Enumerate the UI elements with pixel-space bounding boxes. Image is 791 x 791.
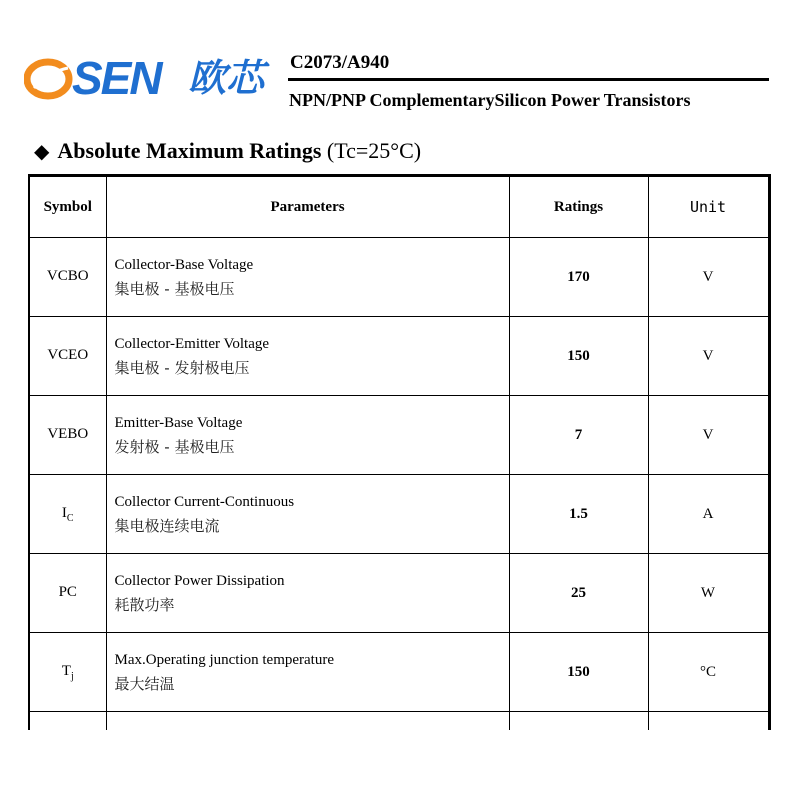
rating-cell: 150 <box>509 633 648 712</box>
logo-text-en: SEN <box>72 52 161 104</box>
unit-cell: °C <box>648 633 769 712</box>
symbol-cell: VCBO <box>29 238 106 317</box>
section-heading <box>34 136 421 167</box>
document-subtitle: NPN/PNP ComplementarySilicon Power Transistors <box>289 90 691 110</box>
header-symbol: Symbol <box>29 176 106 238</box>
header-unit: Unit <box>648 176 769 238</box>
unit-cell: W <box>648 554 769 633</box>
rating-cell: 150 <box>509 317 648 396</box>
logo-ring-icon <box>24 58 74 100</box>
parameter-cell <box>106 317 509 396</box>
parameter-cell <box>106 475 509 554</box>
parameter-cell <box>106 554 509 633</box>
diamond-bullet-icon: ◆ <box>34 141 50 163</box>
parameter-zh: 最大结温 <box>114 675 175 693</box>
unit-cell: V <box>648 396 769 475</box>
osen-logo <box>24 52 274 104</box>
parameter-en: Collector Current-Continuous <box>114 494 295 510</box>
unit-cell: V <box>648 238 769 317</box>
table-row-partial <box>29 712 769 731</box>
parameter-cell <box>106 633 509 712</box>
parameter-en: Max.Operating junction temperature <box>114 652 335 668</box>
empty-cell <box>29 712 106 731</box>
unit-cell: V <box>648 317 769 396</box>
parameter-cell <box>106 238 509 317</box>
symbol-cell: VCEO <box>29 317 106 396</box>
header-divider <box>288 78 769 81</box>
table-row <box>29 396 769 475</box>
ratings-table <box>28 174 771 730</box>
empty-cell <box>106 712 509 731</box>
parameter-en: Collector Power Dissipation <box>114 573 285 589</box>
empty-cell <box>509 712 648 731</box>
symbol-cell: $I_C$ <box>29 475 106 554</box>
part-number: C2073/A940 <box>290 52 390 70</box>
rating-cell: 25 <box>509 554 648 633</box>
rating-cell: 7 <box>509 396 648 475</box>
symbol-cell: $T_j$ <box>29 633 106 712</box>
logo-text-cn: 欧芯 <box>188 56 265 100</box>
header-ratings: Ratings <box>509 176 648 238</box>
section-condition: (Tc=25°C) <box>326 138 422 163</box>
parameter-zh: 耗散功率 <box>114 596 175 614</box>
parameter-zh: 发射极 - 基极电压 <box>114 438 235 456</box>
table-row <box>29 475 769 554</box>
section-title: Absolute Maximum Ratings <box>57 138 322 163</box>
parameter-en: Collector-Emitter Voltage <box>114 336 270 352</box>
header-parameters: Parameters <box>106 176 509 238</box>
rating-cell: 170 <box>509 238 648 317</box>
table-row <box>29 554 769 633</box>
unit-cell: A <box>648 475 769 554</box>
symbol-cell: VEBO <box>29 396 106 475</box>
parameter-en: Collector-Base Voltage <box>114 257 254 273</box>
parameter-zh: 集电极 - 基极电压 <box>114 280 235 298</box>
empty-cell <box>648 712 769 731</box>
rating-cell: 1.5 <box>509 475 648 554</box>
parameter-en: Emitter-Base Voltage <box>114 415 243 431</box>
table-row <box>29 238 769 317</box>
parameter-zh: 集电极 - 发射极电压 <box>114 359 250 377</box>
table-row <box>29 317 769 396</box>
symbol-cell: PC <box>29 554 106 633</box>
parameter-zh: 集电极连续电流 <box>114 517 220 535</box>
parameter-cell <box>106 396 509 475</box>
table-row <box>29 633 769 712</box>
